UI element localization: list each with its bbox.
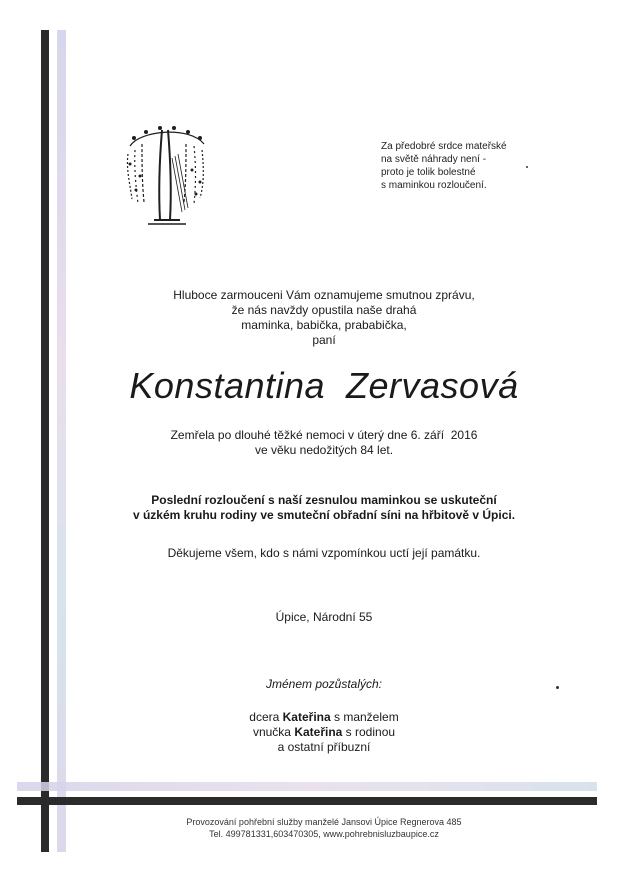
announcement-intro (66, 288, 582, 348)
mourner-line (66, 710, 582, 725)
intro-line: že nás navždy opustila naše drahá (231, 303, 417, 317)
mourner-line (66, 740, 582, 755)
quote-verse (381, 140, 561, 192)
intro-line: maminka, babička, prababička, (241, 318, 407, 332)
willow-harp-icon (120, 124, 212, 228)
mourners-list (66, 710, 582, 755)
quote-line: s maminkou rozloučení. (381, 180, 487, 191)
mourner-relation: a ostatní příbuzní (277, 740, 371, 754)
address-text: Úpice, Národní 55 (275, 610, 373, 624)
mourner-relation: dcera (249, 710, 283, 724)
frame-vertical-light-bar (57, 30, 66, 852)
mourner-name: Kateřina (282, 710, 331, 724)
funeral-line: v úzkém kruhu rodiny ve smuteční obřadní síni na hřbitově v Úpici. (132, 508, 516, 522)
intro-line: Hluboce zarmouceni Vám oznamujeme smutnou zprávu, (173, 288, 475, 302)
quote-line: na světě náhrady není - (381, 154, 487, 165)
death-line: ve věku nedožitých 84 let. (254, 443, 394, 457)
funeral-service-footer (66, 816, 582, 840)
mourner-companion: s rodinou (342, 725, 396, 739)
frame-horizontal-light-bar (17, 782, 597, 791)
death-info (66, 428, 582, 458)
death-line: Zemřela po dlouhé těžké nemoci v úterý dne 6. září 2016 (170, 428, 478, 442)
frame-horizontal-dark-bar (17, 797, 597, 805)
mourner-line (66, 725, 582, 740)
quote-line: proto je tolik bolestné (381, 167, 476, 178)
mourner-companion: s manželem (330, 710, 399, 724)
quote-line: Za předobré srdce mateřské (381, 141, 507, 152)
mourner-name: Kateřina (294, 725, 343, 739)
frame-vertical-dark-bar (41, 30, 49, 852)
funeral-info (66, 493, 582, 523)
funeral-line: Poslední rozloučení s naší zesnulou maminkou se uskuteční (151, 493, 497, 507)
scan-speck (556, 686, 559, 689)
thanks-text: Děkujeme všem, kdo s námi vzpomínkou uctí její památku. (167, 546, 481, 560)
scan-speck (526, 166, 528, 168)
mourner-relation: vnučka (252, 725, 295, 739)
footer-line-2: Tel. 499781331,603470305, www.pohrebnisluzbaupice.cz (209, 829, 439, 839)
intro-line: paní (312, 333, 336, 347)
on-behalf-heading: Jménem pozůstalých: (265, 677, 383, 691)
deceased-name: Konstantina Zervasová (129, 365, 519, 406)
footer-line-1: Provozování pohřební služby manželé Jansovi Úpice Regnerova 485 (186, 817, 462, 827)
